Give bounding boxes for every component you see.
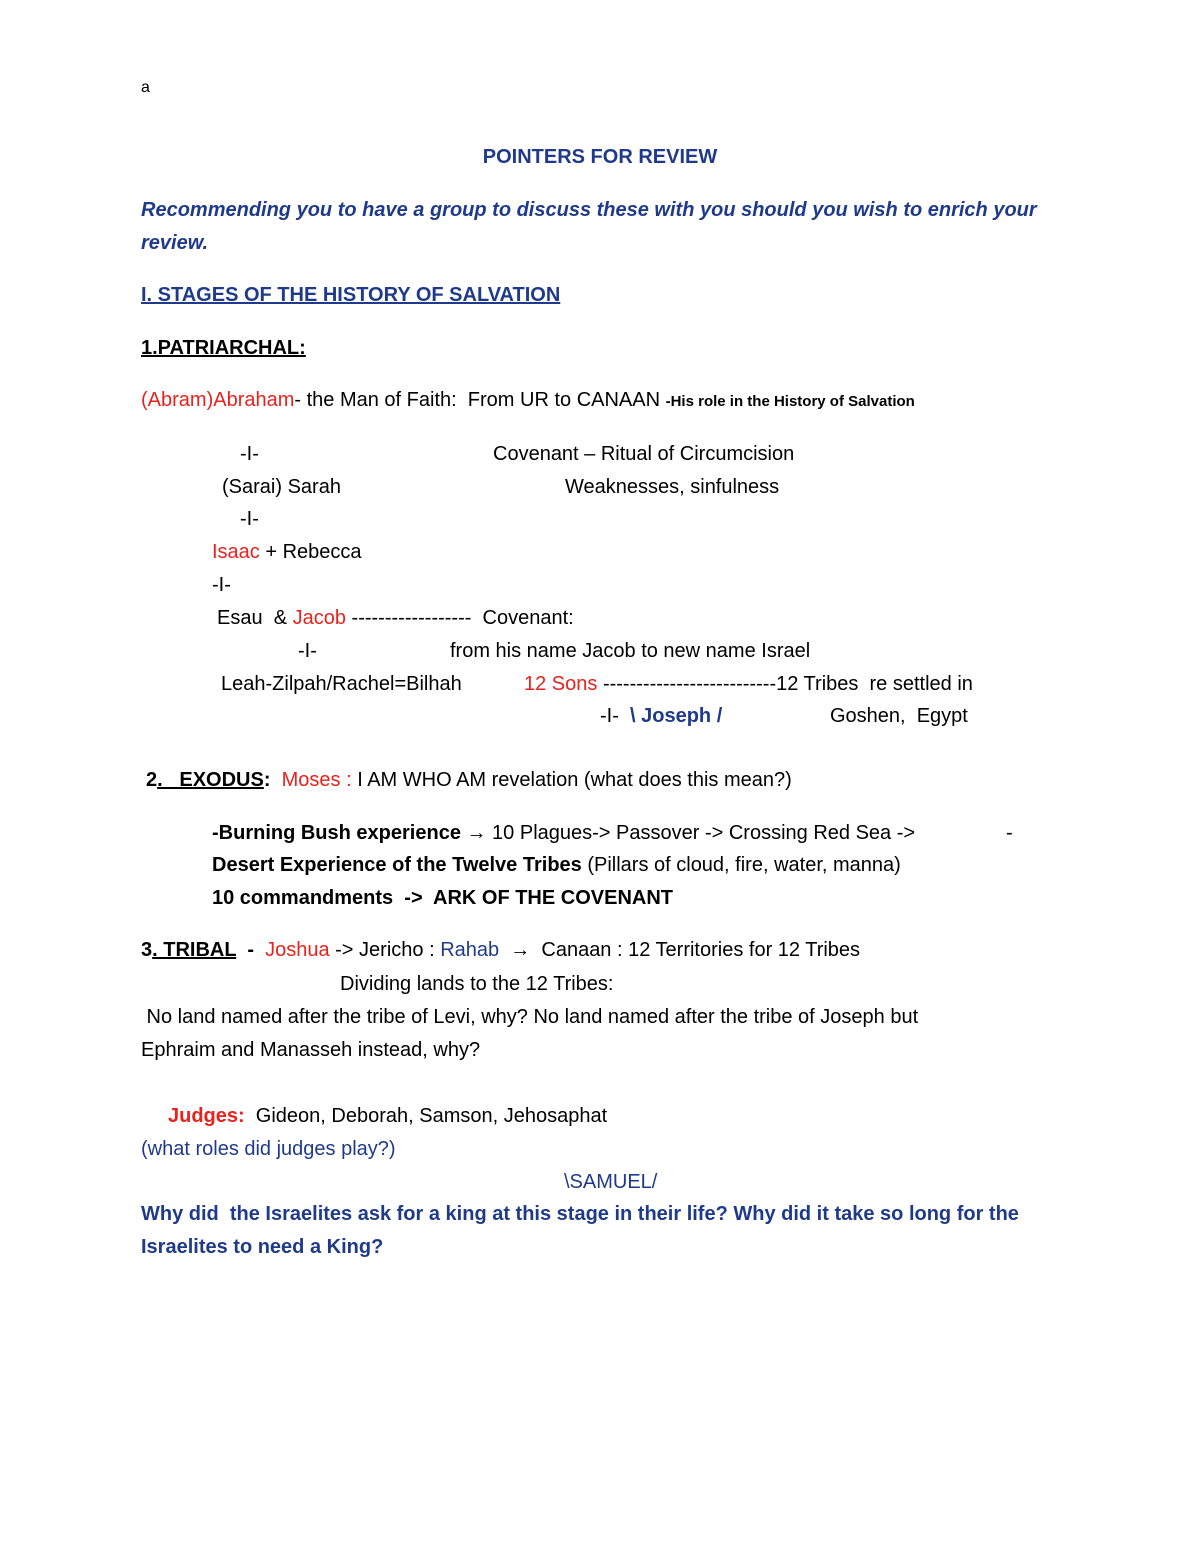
revelation: I AM WHO AM revelation (what does this mean?) <box>357 769 792 791</box>
plagues: 10 Plagues-> Passover -> Crossing Red Sea -> <box>486 822 916 844</box>
joshua: Joshua <box>265 939 330 961</box>
tree-connector: -I- <box>240 508 259 530</box>
sons-line <box>524 674 973 694</box>
rahab: Rahab <box>440 939 500 961</box>
joseph-line <box>600 706 722 726</box>
intro-line-2: review. <box>141 232 209 254</box>
commandments: 10 commandments -> ARK OF THE COVENANT <box>212 887 673 909</box>
moses: Moses : <box>281 769 358 791</box>
tree-connector: -I- <box>240 443 259 465</box>
judges-list: Gideon, Deborah, Samson, Jehosaphat <box>244 1105 608 1127</box>
weaknesses: Weaknesses, sinfulness <box>565 476 780 498</box>
isaac-line <box>212 542 362 562</box>
header-mark: a <box>141 79 150 96</box>
judges-label: Judges: <box>168 1105 245 1127</box>
esau: Esau & <box>217 607 293 629</box>
trailing-dash: - <box>1006 822 1013 844</box>
exodus-colon: : <box>263 769 282 791</box>
levi-question: No land named after the tribe of Levi, why? No land named after the tribe of Joseph but <box>141 1006 919 1028</box>
tribal-number: 3 <box>141 939 153 961</box>
canaan: Canaan : 12 Territories for 12 Tribes <box>541 939 861 961</box>
samuel: \SAMUEL/ <box>564 1171 658 1193</box>
tribal-line <box>141 940 860 960</box>
page-title: POINTERS FOR REVIEW <box>482 146 718 168</box>
intro-line-1: Recommending you to have a group to discuss these with you should you wish to enrich your <box>141 199 1037 221</box>
desert-line <box>212 855 901 875</box>
ephraim-question: Ephraim and Manasseh instead, why? <box>141 1039 481 1061</box>
right-arrow-icon: → <box>466 822 487 844</box>
covenant-2: ------------------ Covenant: <box>345 607 574 629</box>
sarah: (Sarai) Sarah <box>222 476 341 498</box>
abraham-name: (Abram)Abraham <box>141 389 295 411</box>
isaac: Isaac <box>212 541 260 563</box>
jacob-israel: from his name Jacob to new name Israel <box>450 640 811 662</box>
tree-connector: -I- <box>600 705 630 727</box>
burning-bush-line <box>212 823 915 843</box>
section-heading: I. STAGES OF THE HISTORY OF SALVATION <box>141 284 561 306</box>
joseph: \ Joseph / <box>630 705 723 727</box>
judges-line <box>168 1106 607 1126</box>
patriarchal-heading: 1.PATRIARCHAL: <box>141 337 306 359</box>
exodus-number: 2 <box>146 769 158 791</box>
desert-detail: (Pillars of cloud, fire, water, manna) <box>581 854 901 876</box>
abraham-role: -His role in the History of Salvation <box>665 393 915 410</box>
goshen: Goshen, Egypt <box>830 705 968 727</box>
king-question-1: Why did the Israelites ask for a king at this stage in their life? Why did it take so long for the <box>141 1203 1019 1225</box>
tree-connector: -I- <box>298 640 317 662</box>
abraham-desc: - the Man of Faith: From UR to CANAAN <box>294 389 666 411</box>
tribal-dash: - <box>236 939 266 961</box>
desert-experience: Desert Experience of the Twelve Tribes <box>212 854 582 876</box>
rebecca: + Rebecca <box>259 541 362 563</box>
judges-question: (what roles did judges play?) <box>141 1138 396 1160</box>
tribal-heading: . TRIBAL <box>152 939 237 961</box>
covenant-ritual: Covenant – Ritual of Circumcision <box>493 443 795 465</box>
wives: Leah-Zilpah/Rachel=Bilhah <box>221 673 462 695</box>
burning-bush: -Burning Bush experience <box>212 822 467 844</box>
twelve-tribes: --------------------------12 Tribes re settled in <box>597 673 973 695</box>
right-arrow-icon: → <box>499 939 542 961</box>
esau-jacob-line <box>217 608 574 628</box>
exodus-line <box>146 770 792 790</box>
dividing-lands: Dividing lands to the 12 Tribes: <box>340 973 614 995</box>
king-question-2: Israelites to need a King? <box>141 1236 384 1258</box>
tree-connector: -I- <box>212 574 231 596</box>
exodus-heading: . EXODUS <box>157 769 264 791</box>
twelve-sons: 12 Sons <box>524 673 598 695</box>
abraham-line <box>141 390 915 410</box>
jericho: -> Jericho : <box>329 939 441 961</box>
jacob: Jacob <box>292 607 346 629</box>
